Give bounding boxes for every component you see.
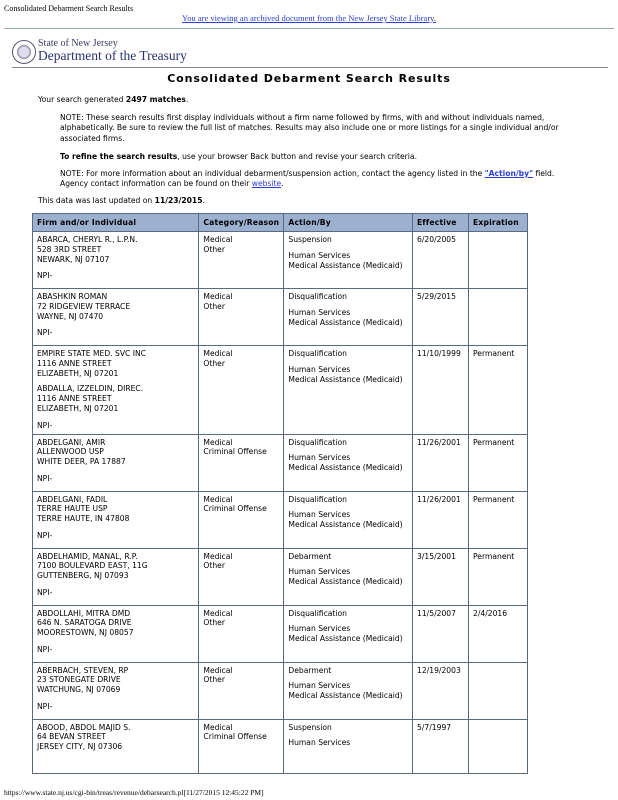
reason: Other (203, 301, 225, 311)
firm-entry (37, 609, 194, 638)
category: Medical (203, 292, 233, 301)
action: Disqualification (288, 494, 347, 504)
entity-name: ABDALLA, IZZELDIN, DIREC. (37, 384, 144, 394)
reason: Criminal Offense (203, 504, 267, 514)
action: Disqualification (288, 608, 347, 618)
address-line: NEWARK, NJ 07107 (37, 254, 110, 264)
cell-category (199, 346, 284, 435)
address-line: WHITE DEER, PA 17887 (37, 457, 126, 467)
cell-action (284, 605, 413, 662)
reason: Other (203, 358, 225, 368)
address-line: TERRE HAUTE, IN 47808 (37, 514, 130, 524)
cell-expiration: Permanent (468, 434, 527, 491)
cell-category (199, 719, 284, 773)
cell-effective: 11/5/2007 (413, 605, 469, 662)
cell-expiration (468, 289, 527, 346)
search-summary: Your search generated 2497 matches. (38, 95, 189, 104)
cell-category (199, 289, 284, 346)
cell-expiration: Permanent (468, 346, 527, 435)
npi-label: NPI- (37, 420, 53, 430)
table-row (33, 346, 528, 435)
entity-name: ABDELGANI, FADIL (37, 494, 108, 504)
firm-entry (37, 666, 194, 695)
agency-division: Medical Assistance (Medicaid) (288, 634, 403, 644)
agency-division: Medical Assistance (Medicaid) (288, 317, 403, 327)
address-line: 23 STONEGATE DRIVE (37, 675, 121, 685)
cell-effective: 11/10/1999 (413, 346, 469, 435)
address-line: 72 RIDGEVIEW TERRACE (37, 301, 131, 311)
address-line: 646 N. SARATOGA DRIVE (37, 618, 132, 628)
firm-entry (37, 384, 194, 413)
cell-effective: 12/19/2003 (413, 662, 469, 719)
npi-label: NPI- (37, 701, 53, 711)
table-row (33, 719, 528, 773)
cell-category (199, 232, 284, 289)
category: Medical (203, 349, 233, 358)
agency: Human Services (288, 453, 351, 463)
agency: Human Services (288, 567, 351, 577)
agency-division: Medical Assistance (Medicaid) (288, 260, 403, 270)
cell-action (284, 289, 413, 346)
agency: Human Services (288, 250, 351, 260)
entity-name: ABASHKIN ROMAN (37, 292, 108, 301)
category: Medical (203, 235, 233, 244)
table-row (33, 605, 528, 662)
address-line: 7100 BOULEVARD EAST, 11G (37, 561, 148, 571)
col-header-firm: Firm and/or Individual (33, 214, 199, 232)
note-results-order: NOTE: These search results first display individuals without a firm name followed by firms, with and without individuals named, alphabetically. Be sure to review the full list of matches. Results may also include one or more listings for a single individual and/or associated firms. (60, 113, 559, 143)
category: Medical (203, 608, 233, 618)
table-row (33, 434, 528, 491)
cell-category (199, 548, 284, 605)
firm-entry (37, 349, 194, 378)
category: Medical (203, 437, 233, 447)
cell-effective: 6/20/2005 (413, 232, 469, 289)
action: Disqualification (288, 349, 347, 358)
table-row (33, 232, 528, 289)
cell-expiration (468, 662, 527, 719)
action-by-link[interactable]: "Action/by" (484, 169, 534, 178)
cell-expiration: Permanent (468, 491, 527, 548)
agency: Human Services (288, 364, 351, 374)
address-line: MOORESTOWN, NJ 08057 (37, 628, 134, 638)
col-header-expiration: Expiration (468, 214, 527, 232)
agency-division: Medical Assistance (Medicaid) (288, 577, 403, 587)
reason: Other (203, 675, 225, 685)
archive-notice-link[interactable]: You are viewing an archived document from the New Jersey State Library. (182, 13, 436, 23)
cell-effective: 5/7/1997 (413, 719, 469, 773)
address-line: 528 3RD STREET (37, 244, 102, 254)
reason: Other (203, 618, 225, 628)
category: Medical (203, 665, 233, 675)
firm-entry (37, 495, 194, 524)
entity-name: ABDELGANI, AMIR (37, 437, 106, 447)
col-header-category: Category/Reason (199, 214, 284, 232)
agency-division: Medical Assistance (Medicaid) (288, 691, 403, 701)
npi-label: NPI- (37, 644, 53, 654)
cell-expiration: Permanent (468, 548, 527, 605)
action: Debarment (288, 551, 332, 561)
cell-firm (33, 232, 199, 289)
cell-effective: 11/26/2001 (413, 434, 469, 491)
page-url-footer: https://www.state.nj.us/cgi-bin/treas/revenue/debarsearch.pl[11/27/2015 12:45:22 PM] (4, 788, 264, 797)
npi-label: NPI- (37, 271, 53, 281)
agency-division: Medical Assistance (Medicaid) (288, 374, 403, 384)
website-link[interactable]: website (251, 179, 282, 189)
entity-name: EMPIRE STATE MED. SVC INC (37, 349, 146, 358)
reason: Criminal Offense (203, 732, 267, 742)
action: Disqualification (288, 292, 347, 301)
cell-expiration (468, 719, 527, 773)
entity-name: ABDELHAMID, MANAL, R.P. (37, 551, 138, 561)
cell-category (199, 662, 284, 719)
address-line: TERRE HAUTE USP (37, 504, 108, 514)
logo-state: State of New Jersey (38, 38, 118, 49)
category: Medical (203, 494, 233, 504)
category: Medical (203, 722, 233, 732)
cell-firm (33, 289, 199, 346)
agency: Human Services (288, 307, 351, 317)
refine-instructions: To refine the search results, use your browser Back button and revise your search criteria. (60, 152, 417, 161)
action: Suspension (288, 722, 332, 732)
cell-firm (33, 662, 199, 719)
divider (4, 28, 614, 29)
firm-entry (37, 292, 194, 321)
firm-entry (37, 235, 194, 264)
address-line: WAYNE, NJ 07470 (37, 311, 104, 321)
action: Disqualification (288, 437, 347, 447)
cell-effective: 3/15/2001 (413, 548, 469, 605)
agency: Human Services (288, 738, 351, 748)
page-title: Consolidated Debarment Search Results (167, 72, 451, 85)
agency: Human Services (288, 510, 351, 520)
action: Suspension (288, 235, 332, 244)
cell-action (284, 719, 413, 773)
reason: Criminal Offense (203, 447, 267, 457)
divider (12, 67, 608, 68)
cell-firm (33, 491, 199, 548)
cell-expiration: 2/4/2016 (468, 605, 527, 662)
cell-firm (33, 434, 199, 491)
cell-action (284, 346, 413, 435)
address-line: ELIZABETH, NJ 07201 (37, 403, 119, 413)
cell-category (199, 491, 284, 548)
npi-label: NPI- (37, 530, 53, 540)
cell-effective: 5/29/2015 (413, 289, 469, 346)
npi-label: NPI- (37, 328, 53, 338)
table-row (33, 548, 528, 605)
cell-action (284, 662, 413, 719)
col-header-effective: Effective (413, 214, 469, 232)
address-line: 64 BEVAN STREET (37, 732, 107, 742)
entity-name: ABOOD, ABDOL MAJID S. (37, 722, 131, 732)
agency: Human Services (288, 624, 351, 634)
table-header-row (33, 214, 528, 232)
action: Debarment (288, 665, 332, 675)
entity-name: ABERBACH, STEVEN, RP (37, 665, 129, 675)
address-line: 1116 ANNE STREET (37, 358, 112, 368)
cell-firm (33, 605, 199, 662)
cell-category (199, 434, 284, 491)
cell-expiration (468, 232, 527, 289)
cell-category (199, 605, 284, 662)
print-header: Consolidated Debarment Search Results (4, 4, 134, 13)
last-updated: This data was last updated on 11/23/2015. (38, 196, 205, 205)
debarment-results-table (32, 213, 528, 774)
cell-firm (33, 346, 199, 435)
cell-action (284, 548, 413, 605)
note-contact-agency: NOTE: For more information about an individual debarment/suspension action, contact the agency listed in the "Action/by" field. Agency contact information can be found on their website. (60, 169, 555, 189)
table-row (33, 289, 528, 346)
cell-effective: 11/26/2001 (413, 491, 469, 548)
cell-firm (33, 548, 199, 605)
reason: Other (203, 561, 225, 571)
address-line: JERSEY CITY, NJ 07306 (37, 742, 123, 752)
match-count: 2497 matches (125, 95, 186, 104)
agency-division: Medical Assistance (Medicaid) (288, 520, 403, 530)
npi-label: NPI- (37, 587, 53, 597)
address-line: ALLENWOOD USP (37, 447, 104, 457)
firm-entry (37, 723, 194, 752)
col-header-action: Action/By (284, 214, 413, 232)
logo-dept: Department of the Treasury (38, 48, 187, 63)
address-line: GUTTENBERG, NJ 07093 (37, 571, 129, 581)
state-seal-icon (12, 40, 36, 64)
cell-action (284, 491, 413, 548)
table-row (33, 662, 528, 719)
cell-firm (33, 719, 199, 773)
firm-entry (37, 552, 194, 581)
category: Medical (203, 551, 233, 561)
agency-division: Medical Assistance (Medicaid) (288, 463, 403, 473)
cell-action (284, 232, 413, 289)
npi-label: NPI- (37, 473, 53, 483)
address-line: 1116 ANNE STREET (37, 394, 112, 404)
entity-name: ABDOLLAHI, MITRA DMD (37, 608, 131, 618)
entity-name: ABARCA, CHERYL R., L.P.N. (37, 235, 138, 244)
address-line: ELIZABETH, NJ 07201 (37, 368, 119, 378)
agency: Human Services (288, 681, 351, 691)
treasury-logo[interactable] (12, 38, 192, 66)
table-row (33, 491, 528, 548)
address-line: WATCHUNG, NJ 07069 (37, 685, 121, 695)
cell-action (284, 434, 413, 491)
firm-entry (37, 438, 194, 467)
reason: Other (203, 244, 225, 254)
